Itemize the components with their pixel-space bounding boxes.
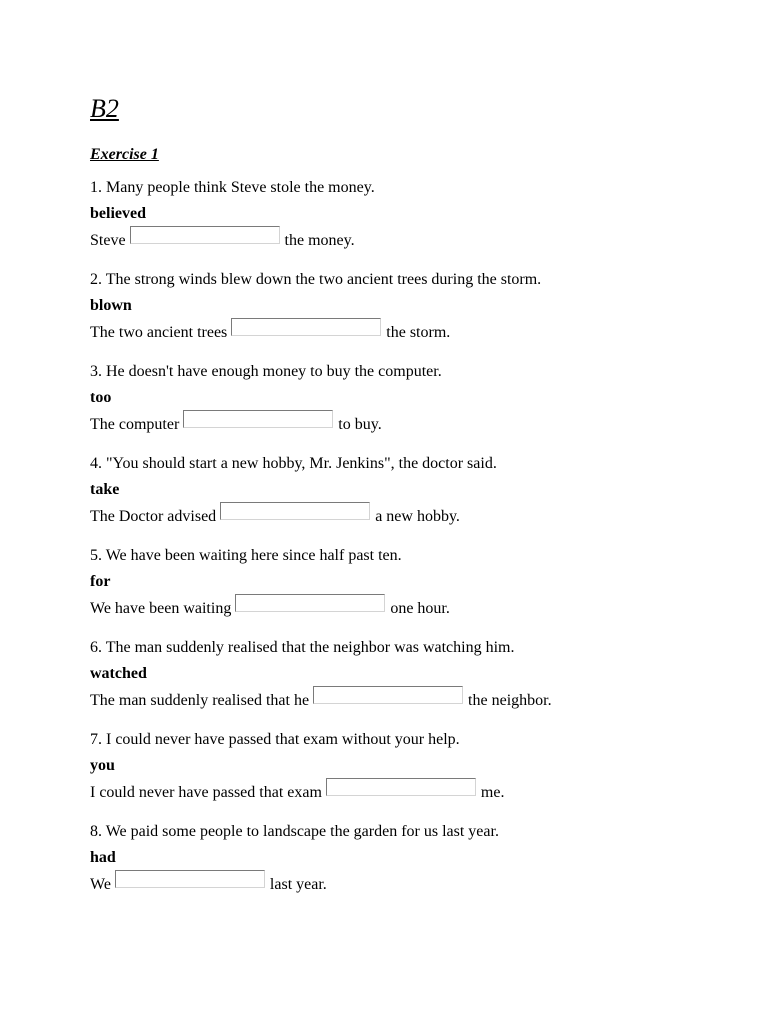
prompt-after: to buy. xyxy=(338,416,382,433)
prompt-before: I could never have passed that exam xyxy=(90,784,322,801)
answer-line xyxy=(90,598,450,620)
original-sentence: 1. Many people think Steve stole the money. xyxy=(90,179,375,196)
prompt-after: me. xyxy=(480,784,505,801)
prompt-before: The man suddenly realised that he xyxy=(90,692,310,709)
answer-input-4[interactable] xyxy=(220,502,370,520)
prompt-after: one hour. xyxy=(390,600,450,617)
original-sentence: 2. The strong winds blew down the two ancient trees during the storm. xyxy=(90,271,542,288)
keyword: watched xyxy=(90,665,147,682)
exercise-item-8 xyxy=(90,822,750,914)
prompt-after: a new hobby. xyxy=(375,508,460,525)
original-sentence: 7. I could never have passed that exam without your help. xyxy=(90,731,460,748)
exercise-title: Exercise 1 xyxy=(90,146,159,163)
answer-input-2[interactable] xyxy=(231,318,381,336)
answer-input-6[interactable] xyxy=(313,686,463,704)
prompt-before: We have been waiting xyxy=(90,600,232,617)
exercise-item-3 xyxy=(90,362,750,454)
prompt-before: The Doctor advised xyxy=(90,508,217,525)
prompt-after: the neighbor. xyxy=(468,692,552,709)
answer-line xyxy=(90,230,355,252)
prompt-after: last year. xyxy=(269,876,327,893)
exercise-item-7 xyxy=(90,730,750,822)
exercise-item-6 xyxy=(90,638,750,730)
keyword: too xyxy=(90,389,112,406)
level-heading: B2 xyxy=(90,94,119,123)
answer-line xyxy=(90,506,460,528)
prompt-before: The computer xyxy=(90,416,180,433)
original-sentence: 5. We have been waiting here since half past ten. xyxy=(90,547,402,564)
answer-line xyxy=(90,690,552,712)
exercise-item-1 xyxy=(90,178,750,270)
original-sentence: 4. "You should start a new hobby, Mr. Jenkins", the doctor said. xyxy=(90,455,497,472)
answer-input-5[interactable] xyxy=(235,594,385,612)
exercise-item-2 xyxy=(90,270,750,362)
prompt-after: the money. xyxy=(284,232,355,249)
exercise-item-5 xyxy=(90,546,750,638)
original-sentence: 8. We paid some people to landscape the garden for us last year. xyxy=(90,823,499,840)
exercise-items xyxy=(90,178,750,914)
keyword: for xyxy=(90,573,111,590)
prompt-before: We xyxy=(90,876,111,893)
answer-input-7[interactable] xyxy=(326,778,476,796)
original-sentence: 6. The man suddenly realised that the neighbor was watching him. xyxy=(90,639,515,656)
keyword: blown xyxy=(90,297,132,314)
prompt-after: the storm. xyxy=(386,324,451,341)
worksheet-page xyxy=(90,0,750,1024)
keyword: had xyxy=(90,849,116,866)
answer-line xyxy=(90,874,327,896)
answer-line xyxy=(90,414,382,436)
answer-line xyxy=(90,322,450,344)
answer-line xyxy=(90,782,504,804)
prompt-before: The two ancient trees xyxy=(90,324,228,341)
original-sentence: 3. He doesn't have enough money to buy the computer. xyxy=(90,363,442,380)
keyword: believed xyxy=(90,205,146,222)
answer-input-3[interactable] xyxy=(183,410,333,428)
exercise-item-4 xyxy=(90,454,750,546)
prompt-before: Steve xyxy=(90,232,126,249)
answer-input-1[interactable] xyxy=(130,226,280,244)
keyword: you xyxy=(90,757,115,774)
keyword: take xyxy=(90,481,120,498)
answer-input-8[interactable] xyxy=(115,870,265,888)
